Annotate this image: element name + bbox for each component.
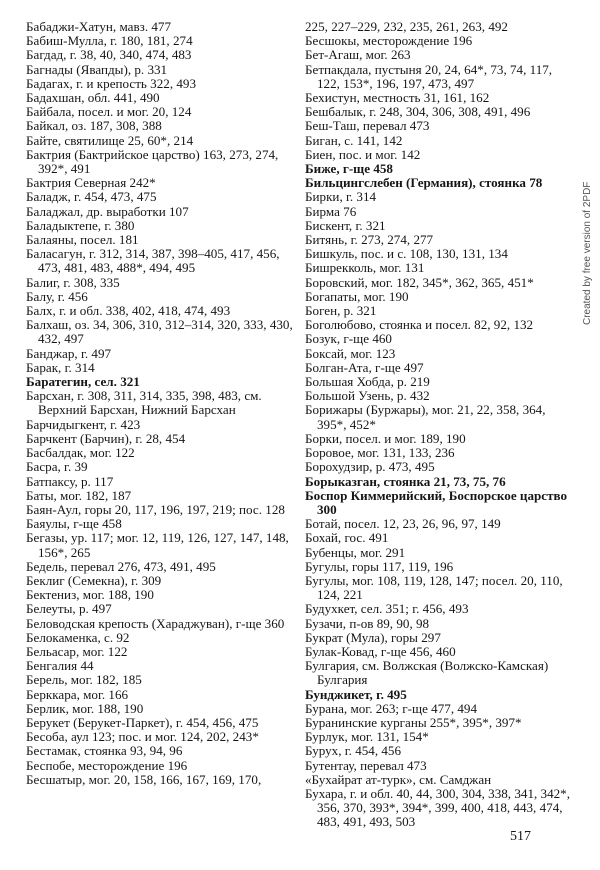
index-entry: Бузачи, п-ов 89, 90, 98	[305, 615, 430, 631]
index-entry: Баласагун, г. 312, 314, 387, 398–405, 417, 456, 473, 481, 483, 488*, 494, 495	[26, 246, 280, 276]
index-entry: Битянь, г. 273, 274, 277	[305, 232, 434, 248]
index-entry: Бедель, перевал 276, 473, 491, 495	[26, 558, 216, 574]
index-entry: Биже, г-ще 458	[305, 161, 393, 177]
index-entry: Бискент, г. 321	[305, 217, 386, 233]
index-entry: Баян-Аул, горы 20, 117, 196, 197, 219; пос. 128	[26, 501, 285, 517]
index-entry: Баладж, г. 454, 473, 475	[26, 189, 157, 205]
index-entry: Бектениз, мог. 188, 190	[26, 587, 154, 603]
index-entry: Байкал, оз. 187, 308, 388	[26, 118, 162, 134]
index-entry: Бешбалык, г. 248, 304, 306, 308, 491, 496	[305, 104, 531, 120]
index-entry: Бетпакдала, пустыня 20, 24, 64*, 73, 74, 117, 122, 153*, 196, 197, 473, 497	[305, 61, 553, 91]
index-entry: Боспор Киммерийский, Боспорское царство 300	[305, 487, 568, 517]
index-entry: Батпаксу, р. 117	[26, 473, 114, 489]
index-entry: Балхаш, оз. 34, 306, 310, 312–314, 320, 333, 430, 432, 497	[26, 317, 293, 347]
index-entry: Баяулы, г-ще 458	[26, 516, 122, 532]
index-entry: Бесшатыр, мог. 20, 158, 166, 167, 169, 170,	[26, 771, 262, 787]
page-number: 517	[510, 829, 531, 844]
index-column-left	[26, 20, 294, 787]
index-entry: Бехистун, местность 31, 161, 162	[305, 90, 490, 106]
index-entry: Багдад, г. 38, 40, 340, 474, 483	[26, 47, 192, 63]
index-entry: Барак, г. 314	[26, 359, 95, 375]
index-entry: Балх, г. и обл. 338, 402, 418, 474, 493	[26, 303, 231, 319]
index-entry: Белеуты, р. 497	[26, 601, 112, 617]
index-entry: Боровое, мог. 131, 133, 236	[305, 445, 455, 461]
index-entry: Бесоба, аул 123; пос. и мог. 124, 202, 243*	[26, 729, 259, 745]
index-entry: Бохай, гос. 491	[305, 530, 389, 546]
index-entry: Бадагах, г. и крепость 322, 493	[26, 75, 197, 91]
index-entry: Борки, посел. и мог. 189, 190	[305, 430, 466, 446]
index-entry: Бегазы, ур. 117; мог. 12, 119, 126, 127, 147, 148, 156*, 265	[26, 530, 289, 560]
index-entry: Бозук, г-ще 460	[305, 331, 392, 347]
index-entry: Бактрия Северная 242*	[26, 175, 156, 191]
index-entry: Баладыктепе, г. 380	[26, 217, 135, 233]
index-entry: Большой Узень, р. 432	[305, 388, 430, 404]
index-entry: Боголюбово, стоянка и посел. 82, 92, 132	[305, 317, 534, 333]
index-entry: Бухара, г. и обл. 40, 44, 300, 304, 338, 341, 342*, 356, 370, 393*, 394*, 399, 400, 418, 443, 474, 483, 491, 493, 503	[305, 785, 571, 830]
index-entry: Бишрекколь, мог. 131	[305, 260, 425, 276]
index-entry: Бабиш-Мулла, г. 180, 181, 274	[26, 33, 193, 49]
index-entry: Бугулы, мог. 108, 119, 128, 147; посел. 20, 110, 124, 221	[305, 572, 563, 603]
index-entry: Борижары (Буржары), мог. 21, 22, 358, 364, 395*, 452*	[305, 402, 546, 432]
index-entry: Бенгалия 44	[26, 658, 94, 674]
index-entry: Беш-Таш, перевал 473	[305, 118, 430, 134]
index-entry: Балаяны, посел. 181	[26, 232, 139, 248]
index-entry: Баладжал, др. выработки 107	[26, 203, 189, 219]
index-entry: Буранинские курганы 255*, 395*, 397*	[305, 714, 522, 730]
index-entry: Бесшокы, месторождение 196	[305, 33, 473, 49]
index-entry: Берель, мог. 182, 185	[26, 672, 142, 688]
index-entry: Ботай, посел. 12, 23, 26, 96, 97, 149	[305, 516, 501, 532]
index-entry: Бишкуль, пос. и с. 108, 130, 131, 134	[305, 246, 508, 262]
index-entry: Бактрия (Бактрийское царство) 163, 273, 274, 392*, 491	[26, 146, 279, 177]
index-entry: «Бухайрат ат-турк», см. Самджан	[305, 771, 492, 787]
index-entry: Богапаты, мог. 190	[305, 288, 409, 304]
index-entry: Бадахшан, обл. 441, 490	[26, 90, 160, 106]
index-entry: Берукет (Берукет-Паркет), г. 454, 456, 475	[26, 714, 259, 730]
index-entry: Балиг, г. 308, 335	[26, 274, 120, 290]
index-entry: Бабаджи-Хатун, мавз. 477	[26, 19, 172, 34]
index-entry: Бестамак, стоянка 93, 94, 96	[26, 743, 183, 759]
index-entry: Бутентау, перевал 473	[305, 757, 427, 773]
index-entry: Боровский, мог. 182, 345*, 362, 365, 451*	[305, 274, 534, 290]
index-entry: Бирки, г. 314	[305, 189, 377, 205]
index-entry: Бурлук, мог. 131, 154*	[305, 729, 429, 745]
index-entry: Багнады (Явапды), р. 331	[26, 61, 168, 77]
index-entry: 225, 227–229, 232, 235, 261, 263, 492	[305, 19, 508, 34]
index-entry: Балу, г. 456	[26, 288, 88, 304]
index-column-right	[305, 20, 570, 830]
index-entry: Банджар, г. 497	[26, 345, 112, 361]
index-entry: Борохудзир, р. 473, 495	[305, 459, 435, 475]
index-entry: Бельасар, мог. 122	[26, 643, 128, 659]
index-entry: Бурана, мог. 263; г-ще 477, 494	[305, 700, 478, 716]
index-entry: Борыказган, стоянка 21, 73, 75, 76	[305, 473, 506, 489]
index-entry: Бет-Агаш, мог. 263	[305, 47, 411, 63]
index-entry: Булгария, см. Волжская (Волжско-Камская) Булгария	[305, 658, 549, 688]
index-entry: Бурух, г. 454, 456	[305, 743, 402, 759]
index-entry: Байте, святилище 25, 60*, 214	[26, 132, 194, 148]
index-entry: Беспобе, месторождение 196	[26, 757, 188, 773]
index-entry: Берлик, мог. 188, 190	[26, 700, 144, 716]
index-entry: Баты, мог. 182, 187	[26, 487, 132, 503]
index-entry: Белокаменка, с. 92	[26, 629, 130, 645]
index-entry: Букрат (Мула), горы 297	[305, 629, 441, 645]
index-entry: Барсхан, г. 308, 311, 314, 335, 398, 483, см. Верхний Барсхан, Нижний Барсхан	[26, 388, 262, 418]
index-entry: Бугулы, горы 117, 119, 196	[305, 558, 454, 574]
index-entry: Бирма 76	[305, 203, 357, 219]
index-entry: Барчидыгкент, г. 423	[26, 416, 141, 432]
index-entry: Боксай, мог. 123	[305, 345, 396, 361]
watermark-text: Created by free version of 2PDF	[582, 181, 593, 325]
index-entry: Болган-Ата, г-ще 497	[305, 359, 424, 375]
index-entry: Беловодская крепость (Хараджуван), г-ще 360	[26, 615, 285, 631]
index-entry: Булак-Ковад, г-ще 456, 460	[305, 643, 456, 659]
index-entry: Барчкент (Барчин), г. 28, 454	[26, 430, 186, 446]
index-entry: Боген, р. 321	[305, 303, 377, 319]
index-entry: Бубенцы, мог. 291	[305, 544, 406, 560]
index-entry: Басра, г. 39	[26, 459, 88, 475]
index-entry: Берккара, мог. 166	[26, 686, 129, 702]
index-entry: Биен, пос. и мог. 142	[305, 146, 421, 162]
index-entry: Биган, с. 141, 142	[305, 132, 403, 148]
index-entry: Будухкет, сел. 351; г. 456, 493	[305, 601, 469, 617]
index-entry: Бильцингслебен (Германия), стоянка 78	[305, 175, 543, 191]
index-entry: Большая Хобда, р. 219	[305, 374, 430, 390]
index-entry: Басбалдак, мог. 122	[26, 445, 135, 461]
index-entry: Баратегин, сел. 321	[26, 374, 140, 390]
index-entry: Беклиг (Семекна), г. 309	[26, 572, 162, 588]
index-entry: Байбала, посел. и мог. 20, 124	[26, 104, 192, 120]
index-entry: Бунджикет, г. 495	[305, 686, 407, 702]
